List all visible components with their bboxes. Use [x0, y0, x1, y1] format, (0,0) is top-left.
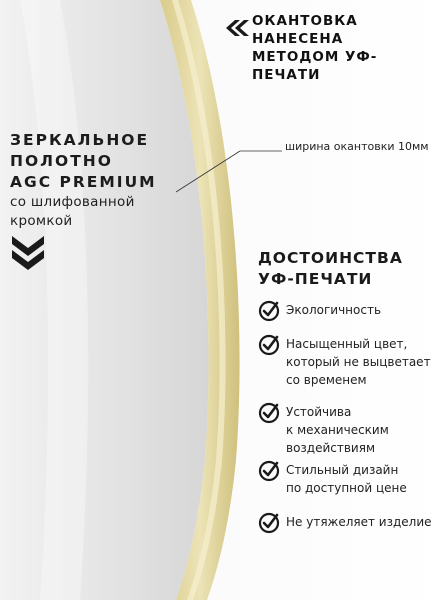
advantage-line: со временем: [286, 373, 367, 387]
advantage-line: Не утяжеляет изделие: [286, 515, 432, 529]
edging-method-note: [252, 12, 442, 84]
advantage-line: который не выцветает: [286, 355, 431, 369]
advantages-title: [258, 248, 438, 290]
mirror-surface: [0, 0, 209, 600]
mirror-title-line-1: ЗЕРКАЛЬНОЕ: [10, 131, 150, 149]
mirror-subtitle-line-2: кромкой: [10, 213, 73, 229]
advantage-line: Устойчива: [286, 405, 352, 419]
check-circle-icon: [258, 300, 280, 322]
check-circle-icon: [258, 512, 280, 534]
advantage-text: [286, 301, 438, 319]
check-circle-icon: [258, 402, 280, 424]
advantage-text: [286, 513, 438, 531]
mirror-title-line-2: ПОЛОТНО: [10, 152, 113, 170]
advantage-line: к механическим: [286, 423, 389, 437]
mirror-title: [10, 130, 170, 193]
advantage-line: по доступной цене: [286, 481, 407, 495]
advantage-line: воздействиям: [286, 441, 376, 455]
check-circle-icon: [258, 460, 280, 482]
mirror-info: [10, 130, 170, 231]
advantage-line: Стильный дизайн: [286, 463, 399, 477]
advantages-title-line-2: УФ-ПЕЧАТИ: [258, 270, 373, 288]
edging-method-line-1: ОКАНТОВКА НАНЕСЕНА: [252, 13, 358, 47]
advantage-text: [286, 335, 438, 389]
advantages-title-line-1: ДОСТОИНСТВА: [258, 249, 403, 267]
check-circle-icon: [258, 334, 280, 356]
advantage-line: Экологичность: [286, 303, 382, 317]
mirror-subtitle-line-1: со шлифованной: [10, 194, 135, 210]
advantage-text: [286, 403, 438, 457]
advantage-line: Насыщенный цвет,: [286, 337, 408, 351]
advantage-text: [286, 461, 438, 497]
mirror-title-line-3: AGC PREMIUM: [10, 173, 157, 191]
mirror-subtitle: [10, 193, 170, 231]
edging-width-label: ширина окантовки 10мм: [285, 140, 429, 153]
edging-method-line-2: МЕТОДОМ УФ-ПЕЧАТИ: [252, 49, 378, 83]
